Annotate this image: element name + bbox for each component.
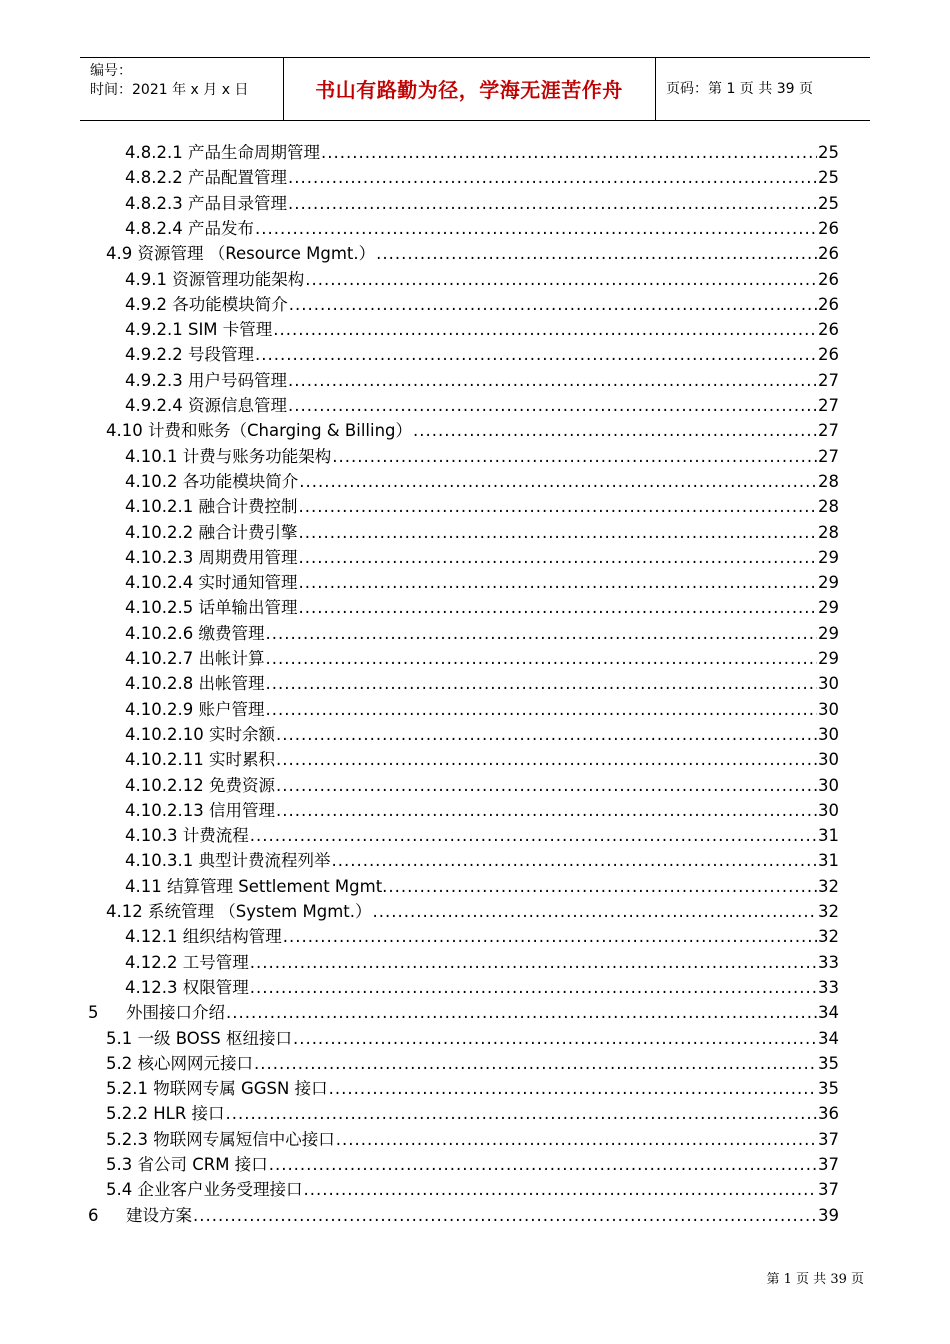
- toc-entry-title: 4.10.3.1 典型计费流程列举: [125, 851, 331, 871]
- toc-dot-leader: [413, 418, 817, 443]
- toc-entry-title: 4.8.2.4 产品发布: [125, 218, 254, 238]
- toc-entry[interactable]: [88, 1000, 839, 1025]
- toc-entry[interactable]: [125, 342, 839, 367]
- toc-dot-leader: [298, 494, 817, 519]
- toc-entry-page-number: 27: [818, 421, 839, 441]
- toc-entry[interactable]: [125, 975, 839, 1000]
- toc-entry-page-number: 37: [818, 1180, 839, 1200]
- toc-dot-leader: [293, 1026, 817, 1051]
- toc-entry-page-number: 31: [818, 826, 839, 846]
- toc-entry-page-number: 33: [818, 977, 839, 997]
- toc-entry-page-number: 25: [818, 168, 839, 188]
- toc-entry-title: 5.2.1 物联网专属 GGSN 接口: [106, 1079, 328, 1099]
- toc-entry-page-number: 28: [818, 497, 839, 517]
- toc-entry[interactable]: [125, 722, 839, 747]
- toc-dot-leader: [265, 697, 817, 722]
- toc-entry-page-number: 30: [818, 750, 839, 770]
- toc-dot-leader: [269, 1152, 817, 1177]
- toc-entry[interactable]: [125, 874, 839, 899]
- toc-entry-page-number: 30: [818, 775, 839, 795]
- toc-entry-page-number: 39: [818, 1205, 839, 1225]
- toc-entry-title: 4.10.2.2 融合计费引擎: [125, 522, 298, 542]
- toc-entry-title: 4.10.2.4 实时通知管理: [125, 573, 298, 593]
- page-footer: 第 1 页 共 39 页: [766, 1272, 864, 1287]
- toc-entry[interactable]: [125, 165, 839, 190]
- toc-entry-title: 4.10.2.13 信用管理: [125, 800, 275, 820]
- toc-entry[interactable]: [125, 646, 839, 671]
- toc-entry[interactable]: [125, 671, 839, 696]
- toc-dot-leader: [332, 444, 817, 469]
- toc-entry-title: 4.10.2.3 周期费用管理: [125, 547, 298, 567]
- toc-entry[interactable]: [125, 747, 839, 772]
- toc-entry-page-number: 30: [818, 724, 839, 744]
- toc-dot-leader: [255, 342, 817, 367]
- toc-entry-title: 4.12.3 权限管理: [125, 977, 249, 997]
- toc-entry[interactable]: [125, 697, 839, 722]
- header-motto-cell: [283, 58, 656, 120]
- toc-dot-leader: [250, 950, 817, 975]
- toc-entry-page-number: 26: [818, 244, 839, 264]
- toc-entry-title: 4.8.2.1 产品生命周期管理: [125, 143, 320, 162]
- toc-entry-page-number: 30: [818, 800, 839, 820]
- toc-entry-title: 4.9.2.1 SIM 卡管理: [125, 320, 273, 340]
- toc-entry-title: 4.8.2.2 产品配置管理: [125, 168, 287, 188]
- toc-entry[interactable]: [106, 241, 839, 266]
- toc-entry[interactable]: [125, 621, 839, 646]
- toc-dot-leader: [331, 848, 817, 873]
- toc-entry[interactable]: [106, 1127, 839, 1152]
- toc-entry-title: 4.9.2.3 用户号码管理: [125, 370, 287, 390]
- toc-entry[interactable]: [125, 924, 839, 949]
- toc-dot-leader: [304, 1177, 818, 1202]
- toc-entry[interactable]: [125, 848, 839, 873]
- toc-entry[interactable]: [125, 317, 839, 342]
- toc-entry[interactable]: [106, 1051, 839, 1076]
- toc-entry-title: 4.12.2 工号管理: [125, 952, 249, 972]
- toc-entry-title: 4.10.2.8 出帐管理: [125, 674, 265, 694]
- toc-entry[interactable]: [125, 570, 839, 595]
- toc-dot-leader: [336, 1127, 817, 1152]
- toc-entry-page-number: 29: [818, 598, 839, 618]
- toc-entry-title: 4.10 计费和账务（Charging & Billing）: [106, 421, 412, 441]
- toc-dot-leader: [298, 520, 817, 545]
- toc-entry-title: 4.9 资源管理 （Resource Mgmt.）: [106, 244, 376, 264]
- toc-dot-leader: [288, 368, 817, 393]
- toc-entry-title: 4.12.1 组织结构管理: [125, 927, 282, 947]
- toc-dot-leader: [288, 191, 817, 216]
- toc-entry-page-number: 29: [818, 623, 839, 643]
- toc-entry-page-number: 25: [818, 143, 839, 162]
- toc-entry-number: 5: [88, 1003, 99, 1023]
- toc-entry-title: 4.10.2.1 融合计费控制: [125, 497, 298, 517]
- page-header: [80, 57, 870, 121]
- toc-entry-page-number: 27: [818, 396, 839, 415]
- toc-entry-title: 5.2 核心网网元接口: [106, 1053, 253, 1073]
- toc-entry[interactable]: [106, 1101, 839, 1126]
- toc-entry-title: 4.10.2.11 实时累积: [125, 750, 275, 770]
- toc-entry-page-number: 28: [818, 471, 839, 491]
- toc-entry-page-number: 31: [818, 851, 839, 871]
- toc-entry-page-number: 36: [818, 1104, 839, 1124]
- toc-dot-leader: [265, 646, 817, 671]
- toc-entry-page-number: 26: [818, 345, 839, 365]
- toc-dot-leader: [283, 924, 817, 949]
- toc-entry[interactable]: [125, 595, 839, 620]
- toc-entry-page-number: 34: [818, 1003, 839, 1023]
- toc-entry[interactable]: [125, 368, 839, 393]
- toc-entry[interactable]: [125, 140, 839, 165]
- toc-dot-leader: [298, 595, 817, 620]
- toc-dot-leader: [265, 671, 817, 696]
- toc-entry[interactable]: [106, 1076, 839, 1101]
- toc-dot-leader: [299, 469, 817, 494]
- toc-entry-title: 4.8.2.3 产品目录管理: [125, 193, 287, 213]
- toc-dot-leader: [276, 722, 817, 747]
- toc-entry[interactable]: [106, 418, 839, 443]
- toc-dot-leader: [273, 317, 817, 342]
- toc-entry-title: 5.2.3 物联网专属短信中心接口: [106, 1129, 335, 1149]
- doc-number-label: 编号：: [90, 63, 132, 79]
- toc-entry-title: 4.10.3 计费流程: [125, 826, 249, 846]
- toc-dot-leader: [388, 874, 817, 899]
- toc-entry[interactable]: [106, 899, 839, 924]
- toc-dot-leader: [288, 165, 817, 190]
- toc-entry-page-number: 32: [818, 876, 839, 896]
- toc-entry-page-number: 26: [818, 320, 839, 340]
- toc-entry[interactable]: [125, 823, 839, 848]
- toc-dot-leader: [226, 1000, 817, 1025]
- toc-dot-leader: [321, 140, 817, 165]
- toc-entry-page-number: 37: [818, 1155, 839, 1174]
- toc-dot-leader: [298, 570, 817, 595]
- toc-entry[interactable]: [125, 773, 839, 798]
- toc-dot-leader: [226, 1101, 817, 1126]
- toc-dot-leader: [250, 975, 817, 1000]
- toc-entry-page-number: 27: [818, 370, 839, 390]
- toc-dot-leader: [329, 1076, 817, 1101]
- toc-entry-title: 4.10.2.12 免费资源: [125, 775, 275, 795]
- toc-dot-leader: [265, 621, 817, 646]
- toc-entry-title: 建设方案: [126, 1205, 192, 1225]
- toc-entry-title: 4.10.2.10 实时余额: [125, 724, 275, 744]
- toc-entry-page-number: 26: [818, 294, 839, 314]
- toc-entry[interactable]: [106, 1026, 839, 1051]
- toc-entry-page-number: 27: [818, 446, 839, 466]
- toc-entry[interactable]: [125, 520, 839, 545]
- toc-dot-leader: [373, 899, 818, 924]
- toc-entry-page-number: 26: [818, 218, 839, 238]
- toc-dot-leader: [276, 773, 817, 798]
- toc-entry-page-number: 30: [818, 699, 839, 719]
- doc-time-label: 时间：2021 年 x 月 x 日: [90, 82, 249, 98]
- toc-entry-page-number: 30: [818, 674, 839, 694]
- toc-entry-page-number: 28: [818, 522, 839, 542]
- toc-entry-title: 5.3 省公司 CRM 接口: [106, 1155, 268, 1174]
- toc-entry-title: 4.9.1 资源管理功能架构: [125, 269, 305, 289]
- header-page-cell: [656, 58, 870, 120]
- toc-entry-page-number: 34: [818, 1028, 839, 1048]
- toc-entry[interactable]: [125, 267, 839, 292]
- header-motto: 书山有路勤为径，学海无涯苦作舟: [315, 78, 623, 102]
- toc-entry-title: 4.12 系统管理 （System Mgmt.）: [106, 902, 372, 921]
- toc-entry[interactable]: [125, 444, 839, 469]
- toc-dot-leader: [289, 292, 817, 317]
- toc-entry-page-number: 37: [818, 1129, 839, 1149]
- toc-entry-title: 4.9.2.2 号段管理: [125, 345, 254, 365]
- toc-entry[interactable]: [125, 216, 839, 241]
- header-meta-cell: [80, 58, 284, 120]
- toc-entry-page-number: 35: [818, 1079, 839, 1099]
- toc-entry-page-number: 33: [818, 952, 839, 972]
- header-page-info: 页码：第 1 页 共 39 页: [666, 81, 813, 97]
- toc-entry-page-number: 25: [818, 193, 839, 213]
- toc-dot-leader: [255, 216, 817, 241]
- toc-dot-leader: [298, 545, 817, 570]
- toc-dot-leader: [305, 267, 817, 292]
- toc-entry-title: 5.1 一级 BOSS 枢纽接口: [106, 1028, 292, 1048]
- toc-entry-title: 4.10.2 各功能模块简介: [125, 471, 299, 491]
- toc-entry-number: 6: [88, 1205, 99, 1225]
- toc-entry-page-number: 26: [818, 269, 839, 289]
- toc-dot-leader: [276, 747, 817, 772]
- toc-entry[interactable]: [125, 798, 839, 823]
- toc-entry[interactable]: [88, 1203, 839, 1228]
- toc-dot-leader: [376, 241, 817, 266]
- toc-entry[interactable]: [106, 1152, 839, 1177]
- toc-dot-leader: [276, 798, 817, 823]
- toc-entry[interactable]: [125, 393, 839, 418]
- toc-dot-leader: [288, 393, 817, 418]
- toc-entry[interactable]: [125, 545, 839, 570]
- toc-entry-page-number: 32: [818, 927, 839, 947]
- toc-entry-page-number: 35: [818, 1053, 839, 1073]
- toc-entry-title: 4.11 结算管理 Settlement Mgmt.: [125, 876, 388, 896]
- toc-entry-page-number: 32: [818, 902, 839, 921]
- toc-entry-title: 4.10.1 计费与账务功能架构: [125, 446, 332, 466]
- toc-entry[interactable]: [125, 469, 839, 494]
- toc-entry-title: 5.4 企业客户业务受理接口: [106, 1180, 303, 1200]
- toc-dot-leader: [250, 823, 817, 848]
- toc-entry-title: 4.10.2.7 出帐计算: [125, 649, 265, 668]
- toc-dot-leader: [254, 1051, 817, 1076]
- toc-entry-page-number: 29: [818, 649, 839, 668]
- toc-entry-page-number: 29: [818, 573, 839, 593]
- toc-entry[interactable]: [106, 1177, 839, 1202]
- toc-entry-title: 4.10.2.6 缴费管理: [125, 623, 265, 643]
- toc-entry-title: 4.10.2.9 账户管理: [125, 699, 265, 719]
- toc-entry-title: 4.9.2.4 资源信息管理: [125, 396, 287, 415]
- toc-entry-title: 4.10.2.5 话单输出管理: [125, 598, 298, 618]
- toc-entry[interactable]: [125, 494, 839, 519]
- toc-dot-leader: [193, 1203, 817, 1228]
- toc-entry-title: 5.2.2 HLR 接口: [106, 1104, 225, 1124]
- toc-entry-title: 外围接口介绍: [126, 1003, 225, 1023]
- toc-entry-title: 4.9.2 各功能模块简介: [125, 294, 288, 314]
- toc-entry[interactable]: [125, 292, 839, 317]
- toc-entry[interactable]: [125, 191, 839, 216]
- toc-entry-page-number: 29: [818, 547, 839, 567]
- toc-entry[interactable]: [125, 950, 839, 975]
